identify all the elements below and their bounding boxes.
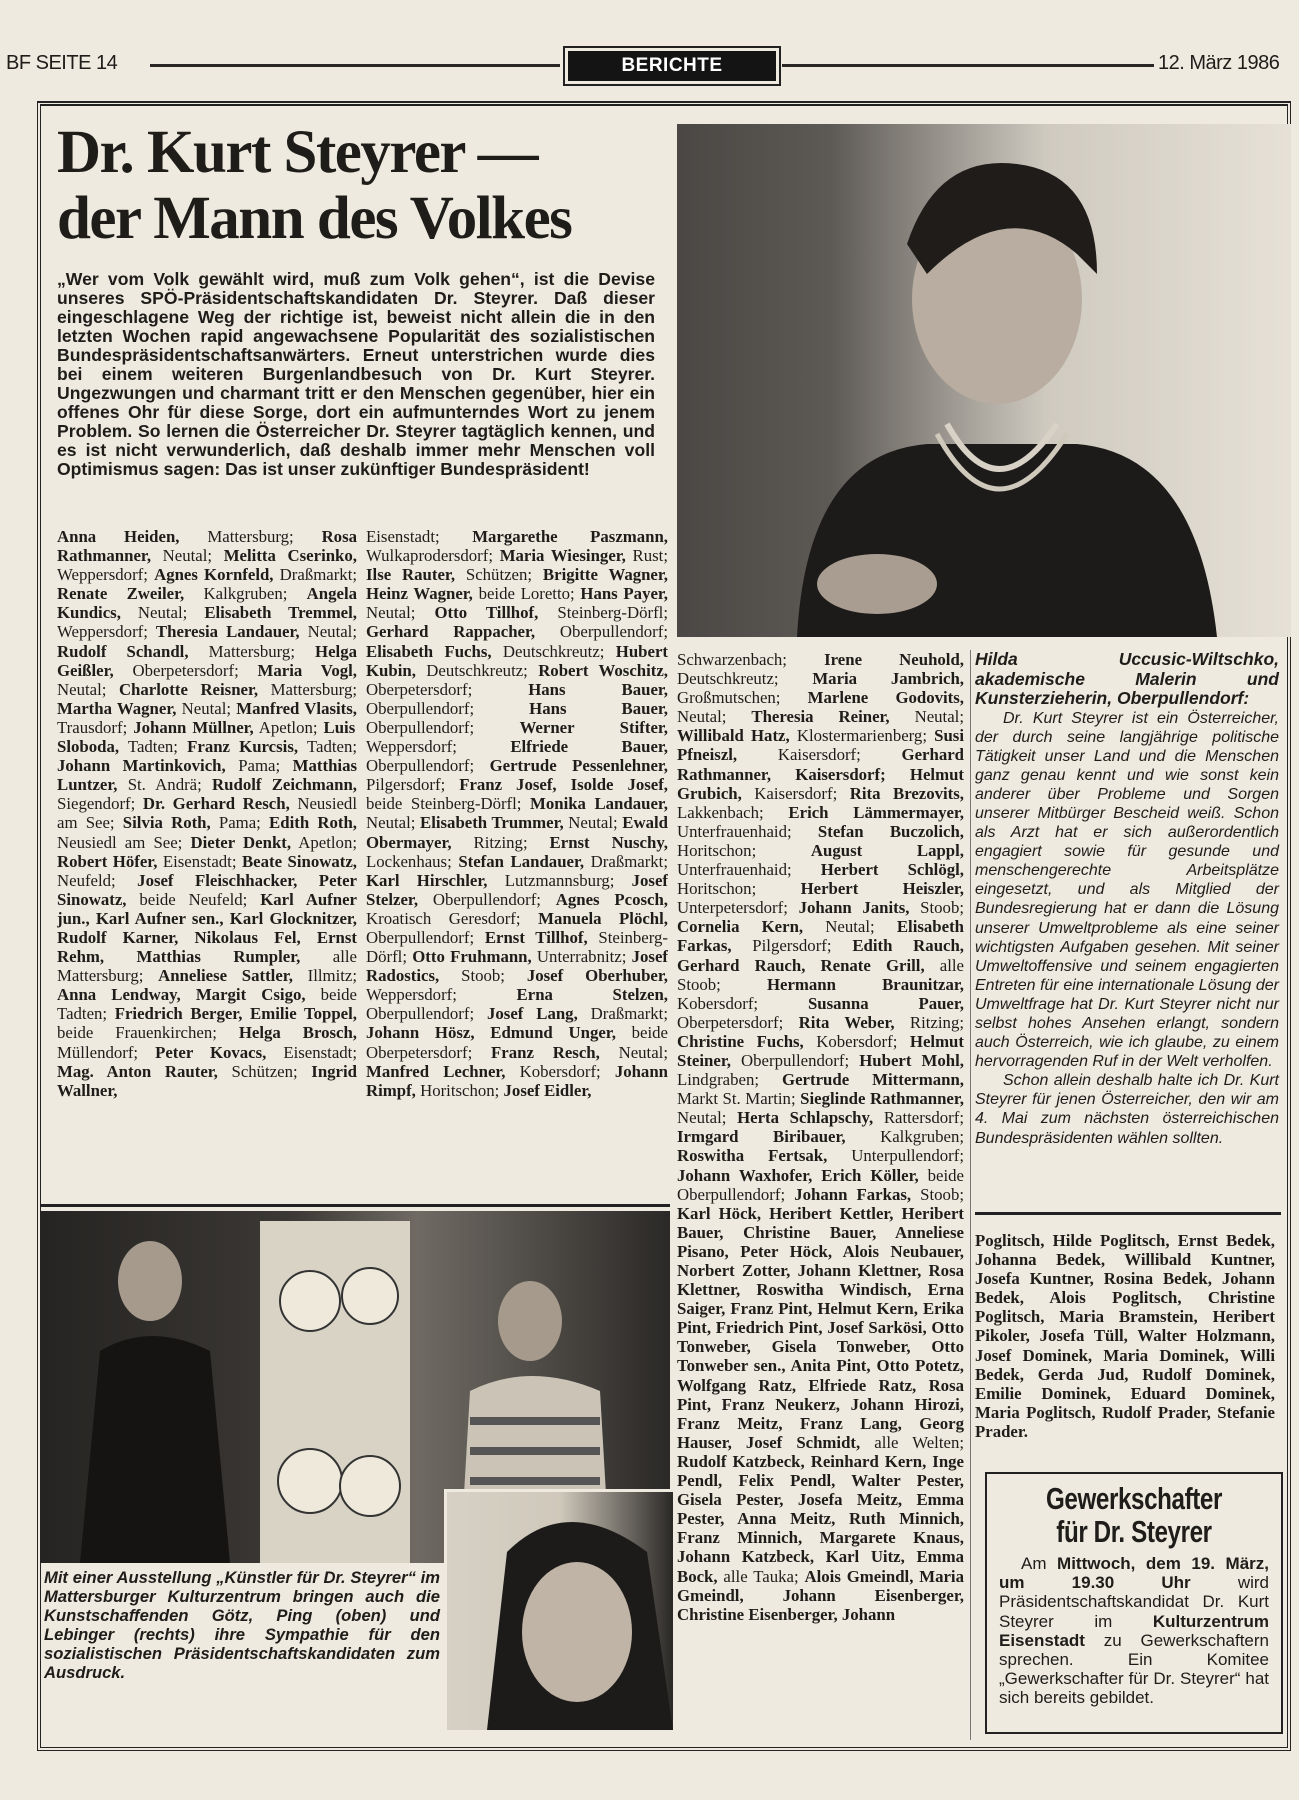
place-text: Stoob; [909, 898, 964, 918]
name-text: Ernst Tillhof, [484, 927, 588, 947]
place-text: Ritzing; [894, 1012, 964, 1032]
place-text: alle Tauka; [717, 1566, 805, 1586]
names-column-1 [57, 527, 357, 1197]
name-text: Otto Fruhmann, [412, 947, 532, 967]
place-text: Rattersdorf; [873, 1108, 964, 1128]
name-text: Johann Waxhofer, Erich Köller, [677, 1165, 919, 1185]
name-text: Hubert Kubin, [366, 641, 668, 680]
name-text: Maria Vogl, [257, 660, 357, 680]
place-text: Neutal; [120, 603, 205, 623]
name-text: Martha Wagner, [57, 698, 177, 718]
place-text: St. Andrä; [117, 775, 213, 795]
page-number-label: BF SEITE 14 [6, 52, 118, 74]
place-text: Pilgersdorf; [366, 775, 460, 795]
issue-date: 12. März 1986 [1158, 52, 1280, 74]
name-text: Herta Schlapschy, [737, 1108, 874, 1128]
visitor-photo [444, 1489, 676, 1733]
name-text: Irene Neuhold, [824, 650, 964, 669]
name-text: Gertrude Mittermann, [782, 1070, 964, 1090]
place-text: Unterfrauenhaid; [677, 821, 818, 841]
place-text: Am [1021, 1554, 1058, 1573]
column-divider [970, 650, 971, 1740]
notice-title-line-1: Gewerkschafter [1046, 1481, 1222, 1516]
place-text: wird Präsidentschaftskandidat Dr. Kurt Steyrer im [999, 1573, 1269, 1631]
names-column-2 [366, 527, 668, 1197]
names-column-4 [975, 1231, 1275, 1456]
name-text: Ewald Obermayer, [366, 813, 668, 852]
name-text: Elisabeth Farkas, [677, 917, 964, 956]
name-text: Hans Bauer, [529, 698, 668, 718]
place-text: Oberpullendorf; [366, 756, 490, 776]
name-text: Maria Jambrich, [812, 669, 964, 689]
name-text: Kulturzentrum Eisenstadt [999, 1611, 1269, 1650]
name-text: Dr. Gerhard Resch, [142, 794, 290, 814]
name-text: Herbert Schlögl, [820, 860, 964, 880]
place-text: zu Gewerkschaftern sprechen. Ein Komitee „Gewerkschafter für Dr. Steyrer“ hat sich bereits gebildet. [999, 1630, 1269, 1708]
name-text: Gerhard Rathmanner, Kaisersdorf; Helmut Grubich, [677, 745, 964, 803]
place-text: Neutal; [889, 707, 964, 727]
place-text: Lindgraben; [677, 1070, 783, 1090]
place-text: Unterpetersdorf; [677, 898, 799, 918]
place-text: alle Welten; [860, 1432, 964, 1452]
place-text: Müllendorf; [57, 1042, 156, 1062]
name-text: Beate Sinowatz, [241, 851, 357, 871]
name-text: Josef Radostics, [366, 947, 668, 986]
name-text: Elisabeth Tremmel, [204, 603, 357, 623]
name-text: Werner Stifter, [519, 717, 668, 737]
name-text: Mittwoch, dem 19. März, um 19.30 Uhr [999, 1554, 1269, 1593]
notice-title-line-2: für Dr. Steyrer [1056, 1514, 1212, 1549]
name-text: Rosa Rathmanner, [57, 527, 357, 566]
name-text: Poglitsch, Hilde Poglitsch, Ernst Bedek, Johanna Bedek, Willibald Kuntner, Josefa Kuntner, Rosina Bedek, Johann Bedek, Alois Poglitsch, Christine Poglitsch, Maria Bramstein, Heribert Pikoler, Josefa Tüll, Walter Holzmann, Josef Dominek, Maria Dominek, Willi Bedek, Gerda Jud, Rudolf Dominek, Emilie Dominek, Eduard Dominek, Maria Poglitsch, Rudolf Prader, Stefanie Prader. [975, 1231, 1275, 1441]
name-text: Marlene Godovits, [807, 688, 964, 708]
name-text: Karl Aufner jun., Karl Aufner sen., Karl Glocknitzer, Rudolf Karner, Nikolaus Fel, Ernst Rehm, Matthias Rumpler, [57, 889, 357, 967]
place-text: Kobersdorf; [803, 1031, 910, 1051]
place-text: Oberpullendorf; [366, 927, 485, 947]
name-text: Rudolf Schandl, [57, 641, 189, 661]
name-text: Helga Brosch, [238, 1023, 357, 1043]
place-text: Siegendorf; [57, 794, 143, 814]
place-text: Neutal; [151, 546, 224, 566]
place-text: Kalkgruben; [845, 1127, 964, 1147]
place-text: Ritzing; [451, 832, 550, 852]
headline-line-1: Dr. Kurt Steyrer — [57, 119, 538, 186]
name-text: Robert Höfer, [57, 851, 158, 871]
notice-body [999, 1554, 1269, 1708]
place-text: Markt St. Martin; [677, 1089, 801, 1109]
place-text: Neusiedl am See; [57, 794, 357, 833]
name-text: Peter Kovacs, [155, 1042, 267, 1062]
place-text: Deutschkreutz; [491, 641, 616, 661]
quote-paragraph: Schon allein deshalb halte ich Dr. Kurt Steyrer für jenen Österreicher, den wir am 4. Mai zum nächsten österreichischen Bundespräsidenten wählen sollten. [975, 1072, 1279, 1147]
place-text: Draßmarkt; [584, 851, 668, 871]
place-text: Mattersburg; [179, 527, 322, 546]
header-rule-left [150, 64, 560, 67]
name-text: Manuela Plöchl, [538, 908, 668, 928]
name-text: Erna Stelzen, [516, 985, 668, 1005]
name-text: Theresia Landauer, [155, 622, 300, 642]
name-text: Edith Roth, [269, 813, 357, 833]
name-text: Franz Kurcsis, [187, 737, 299, 757]
name-text: August Lappl, [810, 840, 964, 860]
name-text: Anna Lendway, Margit Csigo, [57, 985, 306, 1005]
place-text: Schwarzenbach; [677, 650, 825, 669]
place-text: Weppersdorf; [366, 985, 517, 1005]
name-text: Johann Müllner, [133, 717, 254, 737]
place-text: Apetlon; [253, 717, 324, 737]
name-text: Gertrude Pessenlehner, [489, 756, 668, 776]
testimonial-quote [975, 650, 1279, 1148]
name-text: Luis Sloboda, [57, 717, 356, 757]
name-text: Margarethe Paszmann, [472, 527, 668, 546]
place-text: Horitschon; [415, 1080, 504, 1100]
place-text: beide Frauenkirchen; [57, 1023, 239, 1043]
name-text: Ilse Rauter, [366, 565, 456, 585]
place-text: Oberpullendorf; [418, 889, 556, 909]
name-text: Alois Gmeindl, Maria Gmeindl, Johann Eisenberger, Christine Eisenberger, Johann [677, 1566, 964, 1624]
name-text: Brigitte Wagner, Heinz Wagner, [366, 565, 668, 604]
name-text: Johann Martinkovich, [57, 756, 226, 776]
names-column-3 [677, 650, 964, 1728]
place-text: Oberpullendorf; [535, 622, 668, 642]
name-text: Theresia Reiner, [751, 707, 890, 727]
visitor-face-icon [447, 1492, 673, 1730]
place-text: Illmitz; [292, 966, 357, 986]
place-text: Schützen; [217, 1061, 312, 1081]
name-text: Manfred Lechner, [366, 1061, 506, 1081]
place-text: Neutal; [366, 603, 435, 623]
place-text: Oberpullendorf; [366, 1004, 488, 1024]
name-text: Hans Payer, [580, 584, 668, 604]
section-rubric [563, 46, 781, 86]
name-text: Franz Resch, [491, 1042, 600, 1062]
place-text: Draßmarkt; [577, 1004, 668, 1024]
name-text: Cornelia Kern, [677, 917, 804, 937]
name-text: Anna Heiden, [57, 527, 180, 546]
name-text: Erich Lämmermayer, [788, 802, 964, 822]
portrait-photo [677, 124, 1291, 637]
place-text: Stoob; [439, 966, 527, 986]
place-text: Steinberg-Dörfl; [366, 927, 668, 967]
name-text: Josef Oberhuber, [526, 966, 668, 986]
place-text: Steinberg-Dörfl; [538, 603, 668, 623]
place-text: Neutal; [366, 813, 420, 833]
place-text: Lakkenbach; [677, 802, 789, 822]
place-text: Wulkaprodersdorf; [366, 546, 500, 566]
portrait-figure-icon [677, 124, 1291, 637]
place-text: Oberpullendorf; [366, 717, 520, 737]
name-text: Gerhard Rappacher, [366, 622, 536, 642]
place-text: Neutal; [677, 707, 752, 727]
place-text: Oberpetersdorf; [677, 1012, 799, 1032]
place-text: Eisenstadt; [157, 851, 242, 871]
place-text: Oberpullendorf; [366, 698, 530, 718]
name-text: Josef Eidler, [503, 1080, 592, 1100]
quote-paragraph: Dr. Kurt Steyrer ist ein Österreicher, der durch seine langjährige politische Tätigkeit unser Land und die Menschen ganz genau kennt und wie sonst kein anderer über Probleme und Sorgen unserer Mitbürger Bescheid weiß. Schon als Arzt hat er sich außerordentlich engagiert sowie für gesunde und menschengerechte Arbeitsplätze eingesetzt, und als Mitglied der Bundesregierung hat er dann die Lösung unserer Umweltprobleme als eine seiner wichtigsten Aufgaben gesehen. Mit seiner Umweltoffensive und seinem engagierten Entreten für eine internationale Lösung der Umweltfrage hat Dr. Kurt Steyrer nicht nur selbst hohes Ansehen erlangt, sondern auch Österreich, wie ich glaube, zu einem hervorragenden Ruf in der Welt verholfen. [975, 709, 1279, 1071]
place-text: Neutal; [599, 1042, 668, 1062]
name-text: Monika Landauer, [530, 794, 668, 814]
place-text: Stoob; [911, 1184, 964, 1204]
quote-divider [975, 1212, 1281, 1215]
lead-paragraph: „Wer vom Volk gewählt wird, muß zum Volk gehen“, ist die Devise unseres SPÖ-Präsidentschaftskandidaten Dr. Steyrer. Daß dieser eingeschlagene Weg der richtige ist, beweist nicht allein die in den letzten Wochen rapid angewachsene Popularität des sozialistischen Bundespräsidentschaftsanwärters. Erneut unterstrichen wurde dies bei einem weiteren Burgenlandbesuch von Dr. Kurt Steyrer. Ungezwungen und charmant tritt er den Menschen gegenüber, hier ein offenes Ohr für diese Sorge, dort ein aufmunterndes Wort zu jenem Problem. So lernen die Österreicher Dr. Steyrer tagtäglich kennen, und es ist nicht verwunderlich, daß deshalb immer mehr Menschen voll Optimismus sagen: Das ist unser zukünftiger Bundespräsident! [57, 269, 655, 479]
place-text: Neusiedl am See; [57, 832, 191, 852]
name-text: Karl Höck, Heribert Kettler, Heribert Bauer, Christine Bauer, Anneliese Pisano, Peter Höck, Alois Neubauer, Norbert Zotter, Johann Klettner, Rosa Klettner, Roswitha Windisch, Erna Saiger, Franz Pint, Helmut Kern, Erika Pint, Friedrich Pint, Josef Sarkösi, Otto Tonweber, Gisela Tonweber, Otto Tonweber sen., Anita Pint, Otto Potetz, Wolfgang Ratz, Elfriede Ratz, Rosa Pint, Franz Neukerz, Johann Hirozi, Franz Meitz, Franz Lang, Georg Hauser, Josef Schmidt, [677, 1203, 964, 1452]
name-text: Johann Hösz, Edmund Unger, [366, 1023, 616, 1043]
name-text: Hans Bauer, [528, 679, 668, 699]
headline [57, 120, 667, 252]
name-text: Hubert Mohl, [859, 1050, 964, 1070]
place-text: Tadten; [119, 737, 188, 757]
place-text: Neutal; [176, 698, 237, 718]
place-text: Unterrabnitz; [531, 947, 632, 967]
place-text: Horitschon; [677, 879, 801, 899]
name-text: Rita Brezovits, [849, 783, 964, 803]
name-text: Maria Wiesinger, [499, 546, 626, 566]
name-text: Ingrid Wallner, [57, 1061, 357, 1100]
place-text: Mattersburg; [258, 679, 357, 699]
place-text: Eisenstadt; [266, 1042, 357, 1062]
name-text: Karl Hirschler, [366, 870, 488, 890]
name-text: Elfriede Bauer, [510, 737, 668, 757]
place-text: Deutschkreutz; [677, 669, 813, 689]
place-text: Kroatisch Geresdorf; [366, 908, 539, 928]
photo-divider [40, 1204, 670, 1207]
place-text: Kobersdorf; [505, 1061, 615, 1081]
name-text: Dieter Denkt, [190, 832, 292, 852]
name-text: Matthias Luntzer, [57, 756, 357, 795]
place-text: Pama; [225, 756, 293, 776]
name-text: Edith Rauch, Gerhard Rauch, Renate Grill, [677, 936, 964, 975]
place-text: Neufeld; [57, 870, 138, 890]
name-text: Friedrich Berger, Emilie Toppel, [114, 1004, 357, 1024]
place-text: Kalkgruben; [184, 584, 307, 604]
place-text: Unterfrauenhaid; [677, 860, 821, 880]
place-text: Lutzmannsburg; [487, 870, 632, 890]
quote-speaker: Hilda Uccusic-Wiltschko, akademische Malerin und Kunsterzieherin, Oberpullendorf: [975, 649, 1279, 708]
place-text: Kaisersdorf; [737, 745, 902, 765]
place-text: Kaisersdorf; [741, 783, 850, 803]
name-text: Charlotte Reisner, [118, 679, 259, 699]
place-text: alle Mattersburg; [57, 947, 357, 986]
name-text: Rita Weber, [798, 1012, 895, 1032]
place-text: Neutal; [57, 679, 119, 699]
place-text: Rust; [625, 546, 668, 566]
event-notice-box [985, 1472, 1283, 1734]
name-text: Franz Josef, Isolde Josef, [459, 775, 668, 795]
name-text: Ernst Nuschy, [549, 832, 668, 852]
name-text: Elisabeth Fuchs, [366, 641, 492, 661]
name-text: Silvia Roth, [122, 813, 211, 833]
name-text: Helmut Steiner, [677, 1031, 964, 1070]
name-text: Josef Stelzer, [366, 870, 668, 909]
place-text: Eisenstadt; [366, 527, 473, 546]
photo-caption: Mit einer Ausstellung „Künstler für Dr. Steyrer“ im Mattersburger Kulturzentrum bringen auch die Kunstschaffenden Götz, Ping (oben) und Lebinger (rechts) ihre Sympathie für den sozialistischen Präsidentschaftskandidaten zum Ausdruck. [44, 1568, 440, 1682]
place-text: Draßmarkt; [273, 565, 357, 585]
place-text: Oberpetersdorf; [113, 660, 258, 680]
place-text: beide Loretto; [472, 584, 581, 604]
section-label: BERICHTE [568, 51, 776, 81]
name-text: Susanna Pauer, [807, 993, 964, 1013]
name-text: Otto Tillhof, [434, 603, 539, 623]
place-text: Apetlon; [291, 832, 357, 852]
place-text: Neutal; [299, 622, 357, 642]
name-text: Susi Pfneiszl, [677, 726, 964, 765]
place-text: Mattersburg; [188, 641, 316, 661]
name-text: Agnes Pcosch, [555, 889, 668, 909]
place-text: Weppersdorf; [57, 565, 155, 585]
place-text: Pama; [210, 813, 270, 833]
name-text: Mag. Anton Rauter, [57, 1061, 218, 1081]
name-text: Willibald Hatz, [677, 726, 790, 746]
place-text: Neutal; [803, 917, 897, 937]
name-text: Sieglinde Rathmanner, [800, 1089, 964, 1109]
place-text: Klostermarienberg; [789, 726, 935, 746]
place-text: Weppersdorf; [366, 737, 511, 757]
place-text: Horitschon; [677, 840, 811, 860]
place-text: Oberpullendorf; [730, 1050, 860, 1070]
name-text: Johann Rimpf, [366, 1061, 668, 1100]
place-text: Deutschkreutz; [415, 660, 539, 680]
name-text: Rudolf Zeichmann, [212, 775, 357, 795]
place-text: alle Stoob; [677, 955, 964, 994]
place-text: beide Oberpullendorf; [677, 1165, 964, 1204]
name-text: Christine Fuchs, [677, 1031, 804, 1051]
place-text: Weppersdorf; [57, 622, 156, 642]
name-text: Agnes Kornfeld, [154, 565, 274, 585]
place-text: beide Tadten; [57, 985, 357, 1024]
name-text: Roswitha Fertsak, [677, 1146, 828, 1166]
name-text: Rudolf Katzbeck, Reinhard Kern, Inge Pendl, Felix Pendl, Walter Pester, Gisela Pester, Josefa Meitz, Emma Pester, Anna Meitz, Ruth Minnich, Franz Minnich, Margarete Knaus, Johann Katzbeck, Karl Uitz, Emma Bock, [677, 1451, 964, 1586]
name-text: Josef Fleischhacker, Peter Sinowatz, [57, 870, 357, 909]
name-text: Anneliese Sattler, [158, 966, 293, 986]
name-text: Herbert Heiszler, [800, 879, 964, 899]
place-text: Schützen; [455, 565, 543, 585]
name-text: Johann Janits, [798, 898, 910, 918]
place-text: Kobersdorf; [677, 993, 808, 1013]
name-text: Melitta Cserinko, [223, 546, 357, 566]
header-rule-right [782, 64, 1154, 67]
name-text: Irmgard Biribauer, [677, 1127, 846, 1147]
name-text: Johann Farkas, [794, 1184, 912, 1204]
place-text: Tadten; [298, 737, 357, 757]
place-text: beide Steinberg-Dörfl; [366, 794, 530, 814]
place-text: Großmutschen; [677, 688, 808, 708]
name-text: Stefan Buczolich, [817, 821, 964, 841]
name-text: Manfred Vlasits, [236, 698, 357, 718]
name-text: Hermann Braunitzar, [766, 974, 964, 994]
headline-line-2: der Mann des Volkes [57, 185, 572, 252]
place-text: Unterpullendorf; [827, 1146, 964, 1166]
name-text: Stefan Landauer, [458, 851, 585, 871]
name-text: Helga Geißler, [57, 641, 357, 680]
place-text: Neutal; [677, 1108, 738, 1128]
place-text: Neutal; [563, 813, 623, 833]
place-text: Oberpetersdorf; [366, 679, 529, 699]
name-text: Renate Zweiler, [57, 584, 185, 604]
place-text: beide Neufeld; [126, 889, 261, 909]
place-text: beide Oberpetersdorf; [366, 1023, 668, 1062]
name-text: Elisabeth Trummer, [420, 813, 564, 833]
name-text: Robert Woschitz, [538, 660, 668, 680]
name-text: Josef Lang, [487, 1004, 578, 1024]
place-text: Lockenhaus; [366, 851, 459, 871]
name-text: Angela Kundics, [57, 584, 357, 623]
place-text: Pilgersdorf; [731, 936, 853, 956]
place-text: Trausdorf; [57, 717, 134, 737]
